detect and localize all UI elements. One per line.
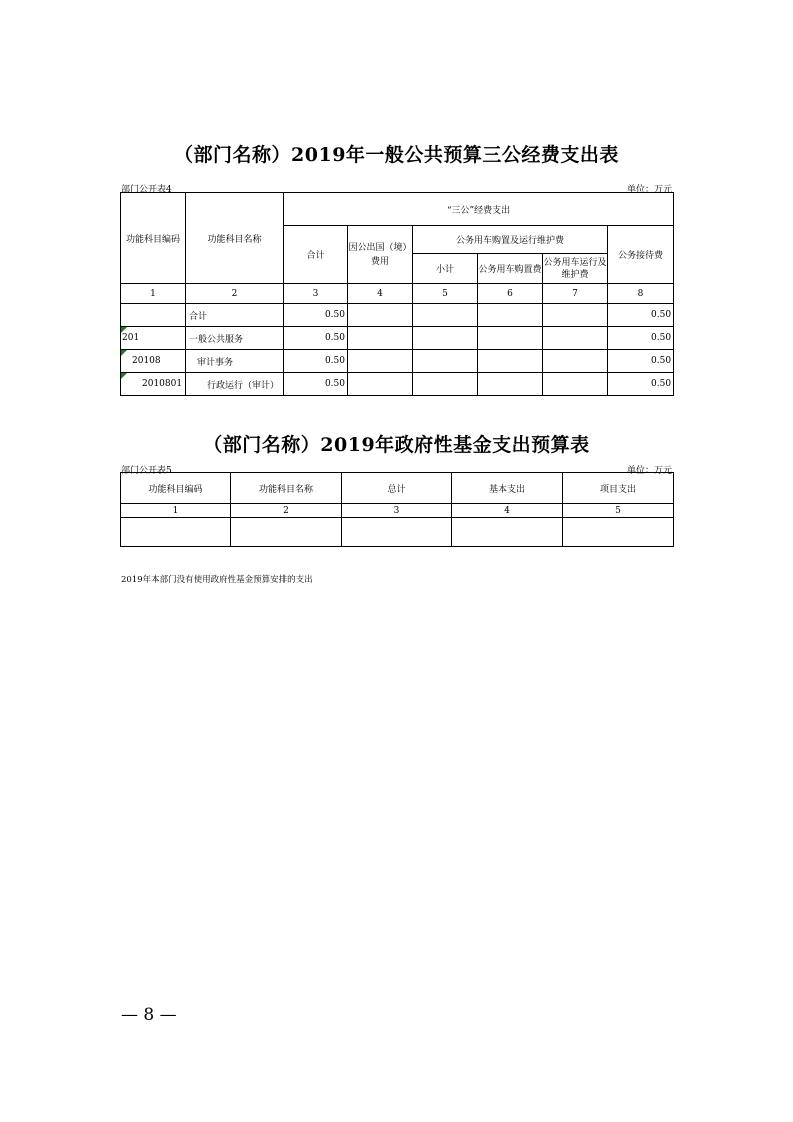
row-abroad bbox=[348, 373, 413, 396]
page-number: — 8 — bbox=[121, 1005, 177, 1025]
col-number: 8 bbox=[608, 284, 674, 304]
header-func-name: 功能科目名称 bbox=[231, 473, 342, 504]
header-func-code: 功能科目编码 bbox=[121, 193, 186, 284]
header-grand-total: 总计 bbox=[342, 473, 452, 504]
table1-unit: 单位：万元 bbox=[626, 185, 672, 195]
row-name: 审计事务 bbox=[186, 350, 284, 373]
header-func-code: 功能科目编码 bbox=[121, 473, 231, 504]
row-abroad bbox=[348, 350, 413, 373]
empty-cell bbox=[121, 518, 231, 547]
row-subtotal bbox=[413, 373, 478, 396]
col-number: 1 bbox=[121, 504, 231, 518]
table2-code: 部门公开表5 bbox=[121, 466, 172, 476]
row-reception: 0.50 bbox=[608, 373, 674, 396]
header-project-expense: 项目支出 bbox=[563, 473, 674, 504]
row-total: 0.50 bbox=[284, 373, 348, 396]
table-row bbox=[121, 373, 674, 396]
row-maint bbox=[543, 350, 608, 373]
header-vehicle-purchase: 公务用车购置费 bbox=[478, 254, 543, 284]
col-number: 1 bbox=[121, 284, 186, 304]
header-abroad: 因公出国（境）费用 bbox=[348, 226, 413, 284]
table-row bbox=[121, 304, 674, 327]
table1-title: （部门名称）2019年一般公共预算三公经费支出表 bbox=[174, 144, 619, 166]
row-reception: 0.50 bbox=[608, 327, 674, 350]
row-subtotal bbox=[413, 304, 478, 327]
empty-cell bbox=[342, 518, 452, 547]
empty-cell bbox=[563, 518, 674, 547]
empty-cell bbox=[231, 518, 342, 547]
header-total: 合计 bbox=[284, 226, 348, 284]
row-code: 201 bbox=[121, 327, 186, 350]
header-three-public-group: “三公”经费支出 bbox=[284, 193, 674, 226]
note-text: 2019年本部门没有使用政府性基金预算安排的支出 bbox=[121, 575, 313, 585]
row-maint bbox=[543, 304, 608, 327]
header-func-name: 功能科目名称 bbox=[186, 193, 284, 284]
row-maint bbox=[543, 373, 608, 396]
row-abroad bbox=[348, 327, 413, 350]
table1-code: 部门公开表4 bbox=[121, 185, 172, 195]
col-number: 4 bbox=[452, 504, 563, 518]
row-subtotal bbox=[413, 350, 478, 373]
row-total: 0.50 bbox=[284, 350, 348, 373]
row-purchase bbox=[478, 350, 543, 373]
table-row bbox=[121, 327, 674, 350]
row-subtotal bbox=[413, 327, 478, 350]
col-number: 2 bbox=[186, 284, 284, 304]
row-reception: 0.50 bbox=[608, 350, 674, 373]
col-number: 3 bbox=[342, 504, 452, 518]
row-purchase bbox=[478, 304, 543, 327]
col-number: 5 bbox=[563, 504, 674, 518]
row-name: 行政运行（审计） bbox=[186, 373, 284, 396]
government-fund-table bbox=[120, 472, 674, 547]
empty-cell bbox=[452, 518, 563, 547]
header-vehicle-group: 公务用车购置及运行维护费 bbox=[413, 226, 608, 254]
row-reception: 0.50 bbox=[608, 304, 674, 327]
header-basic-expense: 基本支出 bbox=[452, 473, 563, 504]
table2-title: （部门名称）2019年政府性基金支出预算表 bbox=[203, 434, 590, 456]
row-total: 0.50 bbox=[284, 304, 348, 327]
col-number: 4 bbox=[348, 284, 413, 304]
header-reception: 公务接待费 bbox=[608, 226, 674, 284]
col-number: 2 bbox=[231, 504, 342, 518]
table-row bbox=[121, 350, 674, 373]
column-number-row bbox=[121, 284, 674, 304]
row-code: 2010801 bbox=[121, 373, 186, 396]
col-number: 5 bbox=[413, 284, 478, 304]
col-number: 6 bbox=[478, 284, 543, 304]
three-public-expenses-table bbox=[120, 192, 674, 396]
table-row bbox=[121, 518, 674, 547]
header-vehicle-maint: 公务用车运行及维护费 bbox=[543, 254, 608, 284]
table2-unit: 单位：万元 bbox=[626, 466, 672, 476]
row-code: 20108 bbox=[121, 350, 186, 373]
col-number: 7 bbox=[543, 284, 608, 304]
row-total: 0.50 bbox=[284, 327, 348, 350]
row-purchase bbox=[478, 327, 543, 350]
row-maint bbox=[543, 327, 608, 350]
row-name: 一般公共服务 bbox=[186, 327, 284, 350]
col-number: 3 bbox=[284, 284, 348, 304]
row-abroad bbox=[348, 304, 413, 327]
row-purchase bbox=[478, 373, 543, 396]
column-number-row bbox=[121, 504, 674, 518]
row-name: 合计 bbox=[186, 304, 284, 327]
row-code bbox=[121, 304, 186, 327]
header-subtotal: 小计 bbox=[413, 254, 478, 284]
